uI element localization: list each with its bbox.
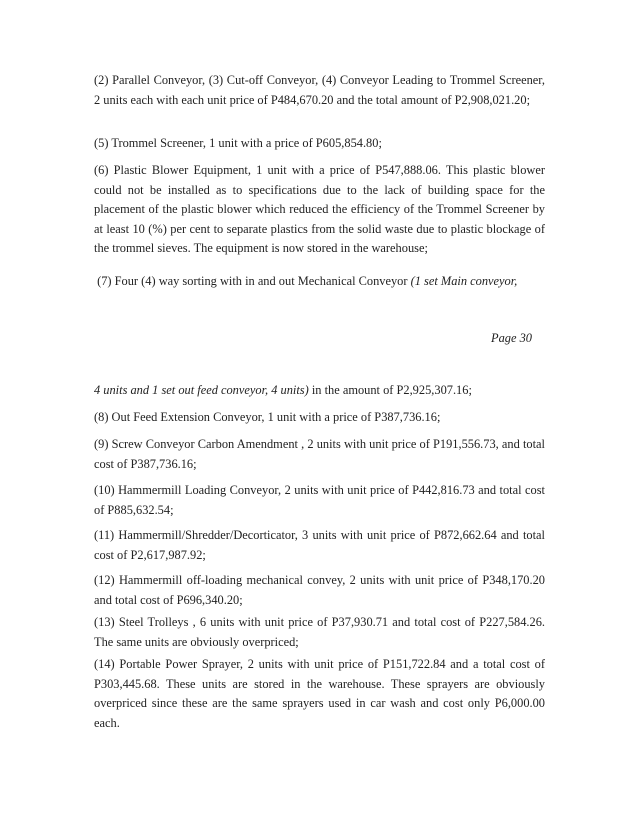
item-7-text: (7) Four (4) way sorting with in and out Mechanical Conveyor [94,274,411,288]
paragraph-item-12: (12) Hammermill off-loading mechanical convey, 2 units with unit price of P348,170.20 and total cost of P696,340.20; [94,573,545,607]
paragraph-item-7-start [94,272,545,292]
paragraph-item-5: (5) Trommel Screener, 1 unit with a price of P605,854.80; [94,136,382,150]
paragraph-item-11: (11) Hammermill/Shredder/Decorticator, 3 units with unit price of P872,662.64 and total cost of P2,617,987.92; [94,528,545,562]
item-7-continued-italic-text: 4 units and 1 set out feed conveyor, 4 units) [94,383,309,397]
paragraph-item-14: (14) Portable Power Sprayer, 2 units with unit price of P151,722.84 and a total cost of P303,445.68. These units are stored in the warehouse. These sprayers are obviously overpriced since these are the same sprayers used in car wash and cost only P6,000.00 each. [94,657,545,730]
page-number: Page 30 [491,331,532,345]
paragraph-item-13: (13) Steel Trolleys , 6 units with unit price of P37,930.71 and total cost of P227,584.26. The same units are obviously overpriced; [94,615,545,649]
paragraph-item-6: (6) Plastic Blower Equipment, 1 unit with a price of P547,888.06. This plastic blower could not be installed as to specifications due to the lack of building space for the placement of the plastic blower which reduced the efficiency of the Trommel Screener by at least 10 (%) per cent to separate plastics from the solid waste due to plastic blockage of the trommel sieves. The equipment is now stored in the warehouse; [94,163,545,255]
paragraph-item-9: (9) Screw Conveyor Carbon Amendment , 2 units with unit price of P191,556.73, and total cost of P387,736.16; [94,437,545,471]
item-7-italic-text: (1 set Main conveyor, [410,274,518,288]
item-7-continued-text: in the amount of P2,925,307.16; [308,383,472,397]
paragraph-item-8: (8) Out Feed Extension Conveyor, 1 unit with a price of P387,736.16; [94,410,441,424]
paragraph-item-7-continued [94,381,545,401]
paragraph-items-2-4: (2) Parallel Conveyor, (3) Cut-off Conveyor, (4) Conveyor Leading to Trommel Screener, 2 units each with each unit price of P484,670.20 and the total amount of P2,908,021.20; [94,73,545,107]
paragraph-item-10: (10) Hammermill Loading Conveyor, 2 units with unit price of P442,816.73 and total cost of P885,632.54; [94,483,545,517]
